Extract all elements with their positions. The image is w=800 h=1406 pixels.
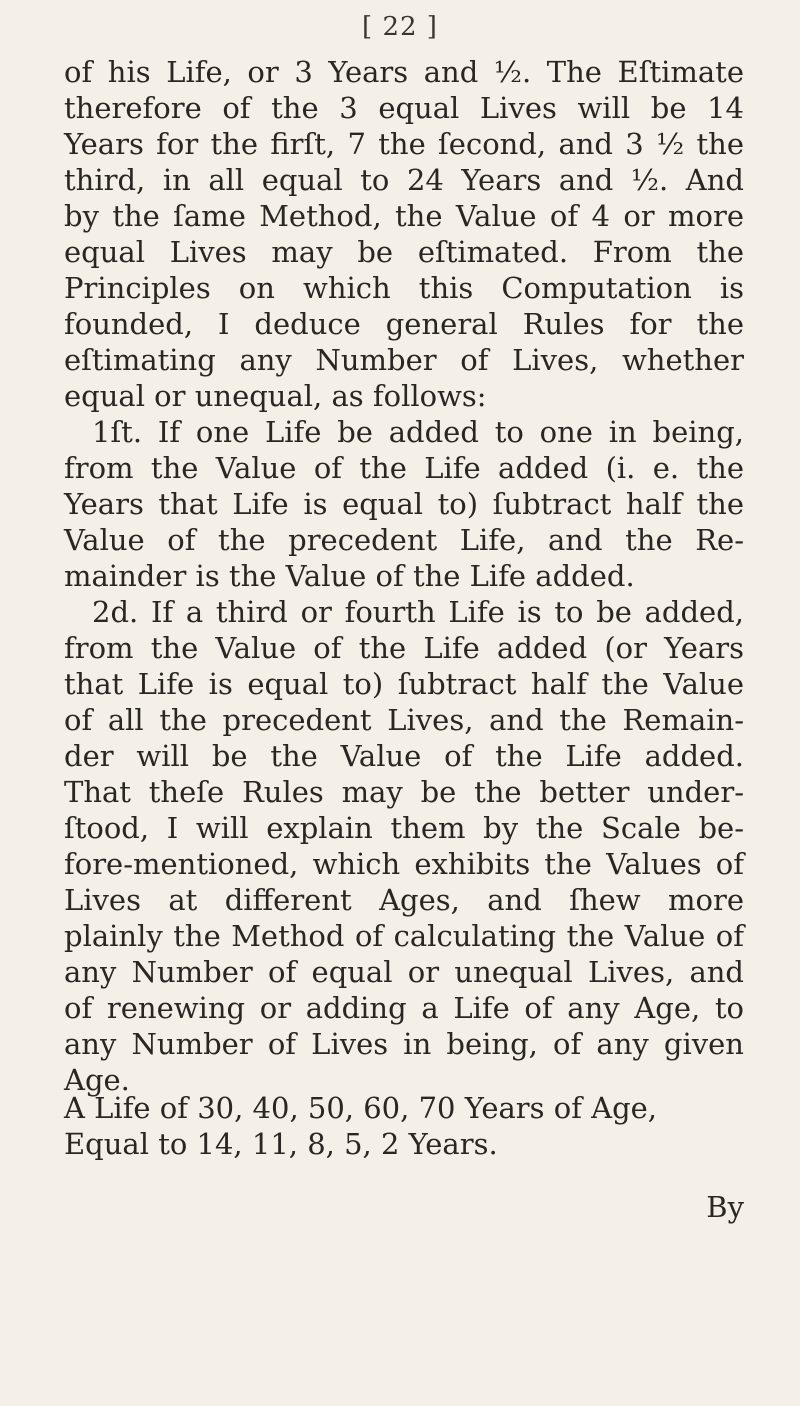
text-line: that Life is equal to) ſubtract half the Value	[64, 667, 744, 701]
text-line: any Number of equal or unequal Lives, and	[64, 955, 744, 989]
text-line: 2d. If a third or fourth Life is to be added,	[92, 595, 744, 629]
text-line: Value of the precedent Life, and the Re-	[64, 523, 744, 557]
text-line: third, in all equal to 24 Years and ½. And	[64, 163, 744, 197]
text-line: of all the precedent Lives, and the Remain-	[64, 703, 744, 737]
text-line: Years for the firſt, 7 the ſecond, and 3 ½ the	[64, 127, 744, 161]
text-line: Principles on which this Computation is	[64, 271, 744, 305]
text-line: fore-mentioned, which exhibits the Values of	[64, 847, 744, 881]
text-line: Years that Life is equal to) ſubtract half the	[64, 487, 744, 521]
text-line: Age.	[64, 1063, 130, 1097]
page-number: [ 22 ]	[362, 12, 438, 42]
text-line: der will be the Value of the Life added.	[64, 739, 744, 773]
text-line: from the Value of the Life added (i. e. the	[64, 451, 744, 485]
text-line: founded, I deduce general Rules for the	[64, 307, 744, 341]
text-line: of his Life, or 3 Years and ½. The Eſtimate	[64, 55, 744, 89]
text-line: mainder is the Value of the Life added.	[64, 559, 635, 593]
table-line: A Life of 30, 40, 50, 60, 70 Years of Age,	[64, 1091, 658, 1125]
text-line: equal or unequal, as follows:	[64, 379, 487, 413]
text-line: therefore of the 3 equal Lives will be 14	[64, 91, 744, 125]
text-line: by the ſame Method, the Value of 4 or more	[64, 199, 744, 233]
table-line: Equal to 14, 11, 8, 5, 2 Years.	[64, 1127, 498, 1161]
body-text	[64, 54, 744, 1098]
text-line: equal Lives may be eſtimated. From the	[64, 235, 744, 269]
text-line: from the Value of the Life added (or Years	[64, 631, 744, 665]
text-line: That theſe Rules may be the better under-	[64, 775, 744, 809]
text-line: ſtood, I will explain them by the Scale be-	[64, 811, 744, 845]
catchword: By	[706, 1190, 744, 1224]
text-line: 1ſt. If one Life be added to one in being,	[92, 415, 744, 449]
text-line: any Number of Lives in being, of any given	[64, 1027, 744, 1061]
text-line: plainly the Method of calculating the Value of	[64, 919, 744, 953]
text-line: Lives at different Ages, and ſhew more	[64, 883, 744, 917]
text-line: of renewing or adding a Life of any Age, to	[64, 991, 744, 1025]
value-table	[64, 1090, 744, 1162]
text-line: eſtimating any Number of Lives, whether	[64, 343, 744, 377]
